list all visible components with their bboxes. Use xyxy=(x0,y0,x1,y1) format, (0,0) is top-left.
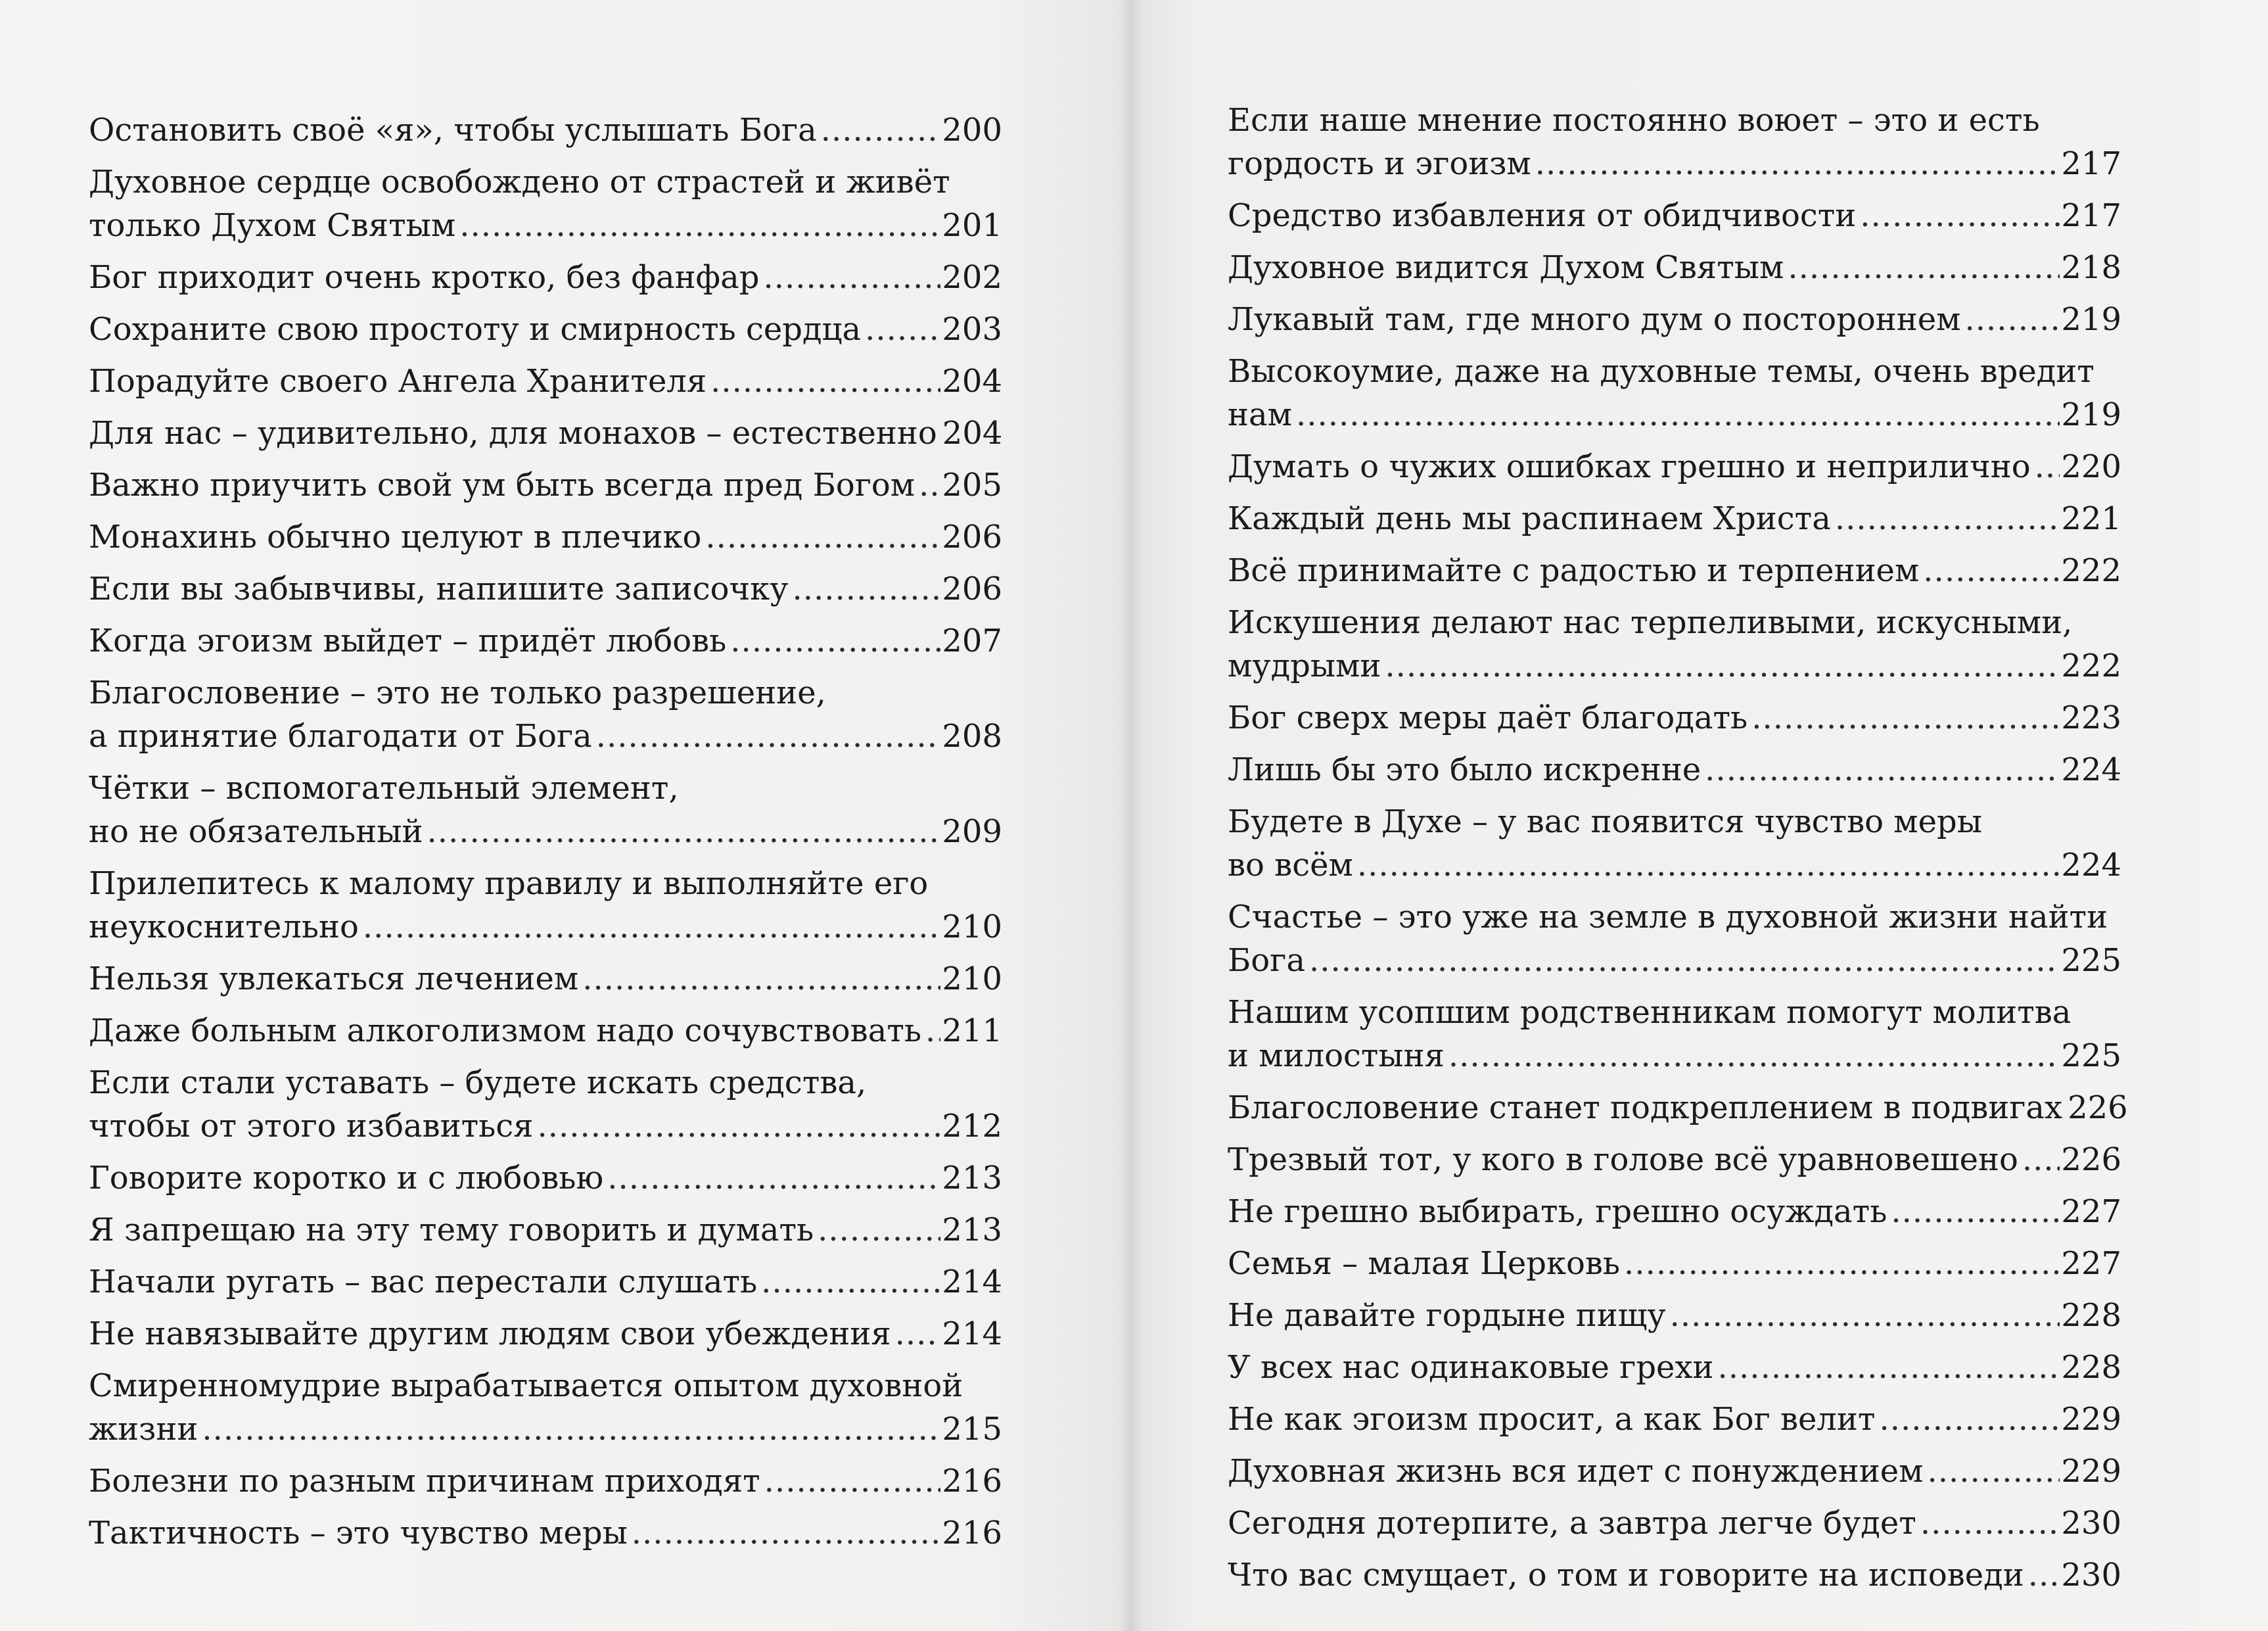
toc-entry xyxy=(1228,298,2121,341)
toc-entry-line xyxy=(1228,800,2121,843)
toc-dot-leader xyxy=(1296,393,2060,437)
toc-entry-title: Будете в Духе – у вас появится чувство меры xyxy=(1228,803,1982,840)
toc-entry-title: Болезни по разным причинам приходят xyxy=(89,1463,760,1500)
toc-entry-title: неукоснительно xyxy=(89,909,359,945)
toc-page-number: 228 xyxy=(2061,1349,2121,1386)
toc-dot-leader xyxy=(1891,1190,2060,1233)
toc-page-number: 225 xyxy=(2061,942,2121,979)
toc-entry-title: Когда эгоизм выйдет – придёт любовь xyxy=(89,623,727,659)
toc-entry-line xyxy=(1228,350,2121,393)
toc-dot-leader xyxy=(1357,843,2060,887)
toc-entry-line xyxy=(1228,601,2121,644)
toc-entry-title: Благословение станет подкреплением в подвигах xyxy=(1228,1089,2063,1126)
toc-entry xyxy=(89,463,1002,507)
toc-dot-leader xyxy=(710,360,940,403)
toc-entry xyxy=(1228,895,2121,982)
toc-entry xyxy=(89,360,1002,403)
toc-page-number: 206 xyxy=(942,571,1002,607)
toc-entry-title: Нельзя увлекаться лечением xyxy=(89,960,579,997)
toc-entry-title: Не давайте гордыне пищу xyxy=(1228,1297,1666,1334)
toc-entry-line xyxy=(89,671,1002,715)
toc-dot-leader xyxy=(1879,1398,2060,1441)
toc-page-number: 230 xyxy=(2061,1557,2121,1594)
toc-entry-line xyxy=(1228,1398,2121,1441)
toc-entry-line xyxy=(89,1312,1002,1356)
toc-entry-title: Если стали уставать – будете искать средства, xyxy=(89,1064,867,1101)
toc-page-number: 219 xyxy=(2061,301,2121,338)
toc-entry-line xyxy=(89,1364,1002,1407)
toc-entry xyxy=(1228,445,2121,488)
toc-entry xyxy=(89,1156,1002,1200)
toc-page-number: 216 xyxy=(942,1463,1002,1500)
toc-page-number: 220 xyxy=(2061,448,2121,485)
toc-page-number: 204 xyxy=(942,363,1002,400)
toc-entry-title: Бога xyxy=(1228,942,1305,979)
toc-entry-title: Смиренномудрие вырабатывается опытом духовной xyxy=(89,1367,963,1404)
toc-dot-leader xyxy=(363,905,940,949)
left-page xyxy=(0,0,1129,1631)
toc-entry xyxy=(89,515,1002,559)
toc-dot-leader xyxy=(821,108,941,152)
toc-entry-line xyxy=(89,256,1002,299)
toc-list-right xyxy=(1228,99,2128,1605)
toc-page-number: 201 xyxy=(942,207,1002,244)
toc-entry-title: только Духом Святым xyxy=(89,207,456,244)
toc-entry-title: Духовная жизнь вся идет с понуждением xyxy=(1228,1453,1924,1490)
toc-entry-line xyxy=(1228,298,2121,341)
toc-entry-title: Порадуйте своего Ангела Хранителя xyxy=(89,363,707,400)
toc-entry xyxy=(89,671,1002,758)
toc-entry-line xyxy=(1228,991,2121,1034)
toc-entry xyxy=(1228,1294,2121,1337)
toc-entry xyxy=(89,1260,1002,1304)
toc-entry-line xyxy=(89,619,1002,663)
toc-entry-line xyxy=(89,463,1002,507)
toc-entry xyxy=(89,1312,1002,1356)
toc-page-number: 226 xyxy=(2068,1089,2128,1126)
toc-entry xyxy=(1228,696,2121,740)
toc-page-number: 207 xyxy=(942,623,1002,659)
toc-entry-title: а принятие благодати от Бога xyxy=(89,718,592,755)
toc-entry xyxy=(1228,549,2121,592)
toc-entry-line xyxy=(89,957,1002,1001)
toc-entry-title: Нашим усопшим родственникам помогут молитва xyxy=(1228,994,2071,1031)
toc-dot-leader xyxy=(2022,1138,2060,1181)
toc-page-number: 208 xyxy=(942,718,1002,755)
toc-dot-leader xyxy=(1964,298,2060,341)
toc-entry xyxy=(89,1009,1002,1052)
toc-entry-title: Монахинь обычно целуют в плечико xyxy=(89,519,702,555)
toc-entry-line xyxy=(1228,445,2121,488)
toc-entry-line xyxy=(89,715,1002,758)
toc-entry-line xyxy=(1228,1138,2121,1181)
toc-entry-title: Не как эгоизм просит, а как Бог велит xyxy=(1228,1401,1876,1438)
toc-entry xyxy=(1228,601,2121,688)
toc-entry xyxy=(89,108,1002,152)
toc-entry-line xyxy=(89,1208,1002,1252)
toc-entry-line xyxy=(89,160,1002,204)
toc-entry-title: Если наше мнение постоянно воюет – это и есть xyxy=(1228,102,2040,139)
toc-page-number: 222 xyxy=(2061,552,2121,589)
toc-dot-leader xyxy=(427,810,940,853)
toc-entry-title: гордость и эгоизм xyxy=(1228,145,1531,182)
toc-dot-leader xyxy=(1385,644,2060,688)
toc-entry-line xyxy=(89,862,1002,905)
toc-entry-line xyxy=(89,1459,1002,1503)
toc-entry-title: Важно приучить свой ум быть всегда пред Богом xyxy=(89,467,915,504)
toc-entry xyxy=(1228,99,2121,185)
toc-dot-leader xyxy=(537,1104,940,1148)
toc-dot-leader xyxy=(793,567,941,611)
toc-entry-line xyxy=(89,767,1002,810)
toc-dot-leader xyxy=(2035,445,2060,488)
toc-entry-line xyxy=(1228,1034,2121,1077)
toc-dot-leader xyxy=(202,1407,940,1451)
toc-page-number: 210 xyxy=(942,909,1002,945)
toc-entry-line xyxy=(89,567,1002,611)
toc-entry-title: Начали ругать – вас перестали слушать xyxy=(89,1264,758,1300)
toc-entry-title: Не грешно выбирать, грешно осуждать xyxy=(1228,1193,1887,1230)
toc-page-number: 206 xyxy=(942,519,1002,555)
toc-entry xyxy=(1228,1450,2121,1493)
toc-page-number: 213 xyxy=(942,1160,1002,1196)
toc-entry-line xyxy=(1228,696,2121,740)
toc-dot-leader xyxy=(1923,549,2060,592)
toc-entry-line xyxy=(1228,1553,2121,1597)
toc-entry xyxy=(1228,1086,2128,1129)
toc-dot-leader xyxy=(1448,1034,2060,1077)
toc-dot-leader xyxy=(1860,194,2060,237)
toc-entry xyxy=(89,1364,1002,1451)
toc-entry-title: Лишь бы это было искренне xyxy=(1228,751,1701,788)
toc-entry-line xyxy=(1228,1086,2128,1129)
toc-entry xyxy=(89,619,1002,663)
toc-entry-title: Каждый день мы распинаем Христа xyxy=(1228,500,1831,537)
toc-entry xyxy=(1228,1138,2121,1181)
toc-page-number: 227 xyxy=(2061,1193,2121,1230)
toc-entry-line xyxy=(89,1009,1002,1052)
toc-entry-title: Для нас – удивительно, для монахов – естественно xyxy=(89,415,937,452)
toc-entry-title: Трезвый тот, у кого в голове всё уравновешено xyxy=(1228,1141,2018,1178)
toc-entry-line xyxy=(1228,393,2121,437)
toc-entry-title: Благословение – это не только разрешение, xyxy=(89,674,826,711)
toc-dot-leader xyxy=(1535,142,2060,185)
toc-entry-title: Говорите коротко и с любовью xyxy=(89,1160,604,1196)
toc-entry-line xyxy=(89,308,1002,351)
toc-entry-title: во всём xyxy=(1228,847,1353,884)
toc-dot-leader xyxy=(1718,1346,2060,1389)
toc-dot-leader xyxy=(1309,939,2060,982)
toc-entry-title: Остановить своё «я», чтобы услышать Бога xyxy=(89,112,817,149)
toc-entry xyxy=(89,1061,1002,1148)
toc-entry-title: Думать о чужих ошибках грешно и неприлично xyxy=(1228,448,2031,485)
toc-entry-title: но не обязательный xyxy=(89,813,423,850)
toc-entry xyxy=(89,862,1002,949)
toc-page-number: 214 xyxy=(942,1264,1002,1300)
toc-entry-line xyxy=(89,515,1002,559)
toc-dot-leader xyxy=(1670,1294,2060,1337)
toc-page-number: 209 xyxy=(942,813,1002,850)
toc-page-number: 228 xyxy=(2061,1297,2121,1334)
toc-entry-title: Счастье – это уже на земле в духовной жизни найти xyxy=(1228,899,2108,935)
toc-entry-line xyxy=(1228,497,2121,540)
toc-entry-line xyxy=(1228,142,2121,185)
toc-dot-leader xyxy=(730,619,940,663)
toc-entry-title: Сохраните свою простоту и смирность сердца xyxy=(89,311,862,348)
toc-entry-line xyxy=(89,1511,1002,1555)
toc-entry-line xyxy=(89,810,1002,853)
toc-page-number: 219 xyxy=(2061,396,2121,433)
toc-page-number: 216 xyxy=(942,1515,1002,1551)
toc-page-number: 229 xyxy=(2061,1401,2121,1438)
toc-entry-line xyxy=(1228,843,2121,887)
toc-page-number: 229 xyxy=(2061,1453,2121,1490)
toc-entry-line xyxy=(89,412,1002,455)
toc-page-number: 222 xyxy=(2061,648,2121,684)
toc-dot-leader xyxy=(764,1459,941,1503)
toc-entry-line xyxy=(1228,939,2121,982)
toc-entry-title: Искушения делают нас терпеливыми, искусными, xyxy=(1228,604,2073,641)
toc-entry-title: Сегодня дотерпите, а завтра легче будет xyxy=(1228,1505,1916,1542)
toc-entry-title: Высокоумие, даже на духовные темы, очень вредит xyxy=(1228,353,2094,390)
toc-entry-title: мудрыми xyxy=(1228,648,1381,684)
toc-entry-line xyxy=(1228,1242,2121,1285)
toc-entry xyxy=(1228,1501,2121,1545)
toc-entry-line xyxy=(1228,895,2121,939)
toc-dot-leader xyxy=(1927,1450,2060,1493)
toc-page-number: 210 xyxy=(942,960,1002,997)
toc-entry xyxy=(1228,1190,2121,1233)
toc-dot-leader xyxy=(459,204,940,247)
toc-entry xyxy=(1228,350,2121,437)
toc-entry-line xyxy=(89,1104,1002,1148)
toc-entry xyxy=(1228,1346,2121,1389)
toc-dot-leader xyxy=(925,1009,940,1052)
toc-entry-title: Средство избавления от обидчивости xyxy=(1228,197,1857,234)
toc-dot-leader xyxy=(763,256,940,299)
toc-dot-leader xyxy=(865,308,940,351)
toc-entry-line xyxy=(1228,748,2121,792)
toc-entry xyxy=(89,308,1002,351)
toc-entry-title: Если вы забывчивы, напишите записочку xyxy=(89,571,789,607)
toc-entry-line xyxy=(1228,1501,2121,1545)
toc-entry xyxy=(1228,1553,2121,1597)
toc-page-number: 214 xyxy=(942,1315,1002,1352)
toc-entry xyxy=(89,767,1002,853)
right-page xyxy=(1129,0,2268,1631)
toc-dot-leader xyxy=(761,1260,940,1304)
toc-page-number: 223 xyxy=(2061,699,2121,736)
toc-page-number: 218 xyxy=(2061,249,2121,286)
toc-entry-line xyxy=(1228,1450,2121,1493)
toc-entry-title: Тактичность – это чувство меры xyxy=(89,1515,628,1551)
toc-dot-leader xyxy=(596,715,941,758)
toc-dot-leader xyxy=(1788,246,2060,289)
toc-entry-line xyxy=(89,360,1002,403)
toc-entry xyxy=(1228,1242,2121,1285)
toc-dot-leader xyxy=(607,1156,940,1200)
book-gutter xyxy=(1117,0,1144,1631)
toc-page-number: 224 xyxy=(2061,751,2121,788)
toc-page-number: 202 xyxy=(942,259,1002,296)
toc-entry-line xyxy=(1228,644,2121,688)
toc-entry xyxy=(89,160,1002,247)
toc-dot-leader xyxy=(705,515,940,559)
toc-dot-leader xyxy=(1705,748,2060,792)
toc-dot-leader xyxy=(1751,696,2060,740)
toc-entry-line xyxy=(1228,549,2121,592)
toc-entry-line xyxy=(89,1061,1002,1104)
toc-entry-title: Я запрещаю на эту тему говорить и думать xyxy=(89,1212,814,1248)
toc-dot-leader xyxy=(2028,1553,2060,1597)
toc-dot-leader xyxy=(1920,1501,2060,1545)
toc-dot-leader xyxy=(1624,1242,2060,1285)
toc-entry xyxy=(1228,748,2121,792)
toc-dot-leader xyxy=(919,463,940,507)
toc-entry-title: У всех нас одинаковые грехи xyxy=(1228,1349,1714,1386)
toc-entry-title: Даже больным алкоголизмом надо сочувствовать xyxy=(89,1012,922,1049)
toc-entry-title: Духовное сердце освобождено от страстей и живёт xyxy=(89,164,950,201)
toc-page-number: 204 xyxy=(942,415,1003,452)
toc-page-number: 215 xyxy=(942,1411,1002,1448)
toc-entry xyxy=(89,1511,1002,1555)
toc-entry xyxy=(89,412,1002,455)
toc-entry-line xyxy=(89,204,1002,247)
toc-entry xyxy=(89,567,1002,611)
toc-entry-title: Прилепитесь к малому правилу и выполняйте его xyxy=(89,865,929,902)
toc-entry xyxy=(89,256,1002,299)
toc-entry-title: Лукавый там, где много дум о постороннем xyxy=(1228,301,1961,338)
toc-page-number: 225 xyxy=(2061,1037,2121,1074)
toc-entry-line xyxy=(89,1260,1002,1304)
toc-dot-leader xyxy=(1835,497,2060,540)
toc-entry xyxy=(1228,194,2121,237)
toc-entry-line xyxy=(1228,1346,2121,1389)
toc-entry xyxy=(1228,800,2121,887)
toc-page-number: 213 xyxy=(942,1212,1002,1248)
toc-page-number: 205 xyxy=(942,467,1002,504)
toc-page-number: 200 xyxy=(942,112,1002,149)
toc-entry-line xyxy=(89,108,1002,152)
toc-entry-line xyxy=(1228,99,2121,142)
toc-entry-line xyxy=(89,905,1002,949)
toc-page-number: 221 xyxy=(2061,500,2121,537)
toc-entry-title: Бог приходит очень кротко, без фанфар xyxy=(89,259,760,296)
toc-entry-line xyxy=(1228,1294,2121,1337)
toc-page-number: 217 xyxy=(2061,145,2121,182)
toc-list-left xyxy=(89,108,1002,1563)
toc-entry-title: жизни xyxy=(89,1411,198,1448)
toc-entry-title: нам xyxy=(1228,396,1292,433)
toc-entry-title: Не навязывайте другим людям свои убеждения xyxy=(89,1315,891,1352)
toc-dot-leader xyxy=(818,1208,940,1252)
toc-page-number: 224 xyxy=(2061,847,2121,884)
toc-entry-title: чтобы от этого избавиться xyxy=(89,1108,534,1145)
toc-entry-title: Всё принимайте с радостью и терпением xyxy=(1228,552,1920,589)
toc-page-number: 230 xyxy=(2061,1505,2121,1542)
toc-entry-line xyxy=(1228,246,2121,289)
toc-entry xyxy=(89,1208,1002,1252)
toc-entry xyxy=(1228,497,2121,540)
toc-page-number: 226 xyxy=(2061,1141,2121,1178)
toc-entry xyxy=(1228,1398,2121,1441)
toc-page-number: 203 xyxy=(942,311,1002,348)
toc-entry-title: Бог сверх меры даёт благодать xyxy=(1228,699,1748,736)
toc-entry-line xyxy=(1228,1190,2121,1233)
toc-entry-title: Чётки – вспомогательный элемент, xyxy=(89,770,679,807)
toc-entry-line xyxy=(1228,194,2121,237)
toc-page-number: 227 xyxy=(2061,1245,2121,1282)
toc-dot-leader xyxy=(582,957,940,1001)
toc-entry-line xyxy=(89,1156,1002,1200)
toc-entry xyxy=(1228,991,2121,1077)
toc-entry-title: и милостыня xyxy=(1228,1037,1445,1074)
toc-entry-title: Семья – малая Церковь xyxy=(1228,1245,1621,1282)
toc-entry xyxy=(89,957,1002,1001)
toc-entry xyxy=(89,1459,1002,1503)
toc-dot-leader xyxy=(895,1312,941,1356)
toc-entry-title: Духовное видится Духом Святым xyxy=(1228,249,1784,286)
toc-page-number: 211 xyxy=(942,1012,1002,1049)
toc-dot-leader xyxy=(632,1511,941,1555)
toc-entry xyxy=(1228,246,2121,289)
toc-page-number: 212 xyxy=(942,1108,1002,1145)
toc-entry-title: Что вас смущает, о том и говорите на исповеди xyxy=(1228,1557,2024,1594)
toc-entry-line xyxy=(89,1407,1002,1451)
toc-page-number: 217 xyxy=(2061,197,2121,234)
